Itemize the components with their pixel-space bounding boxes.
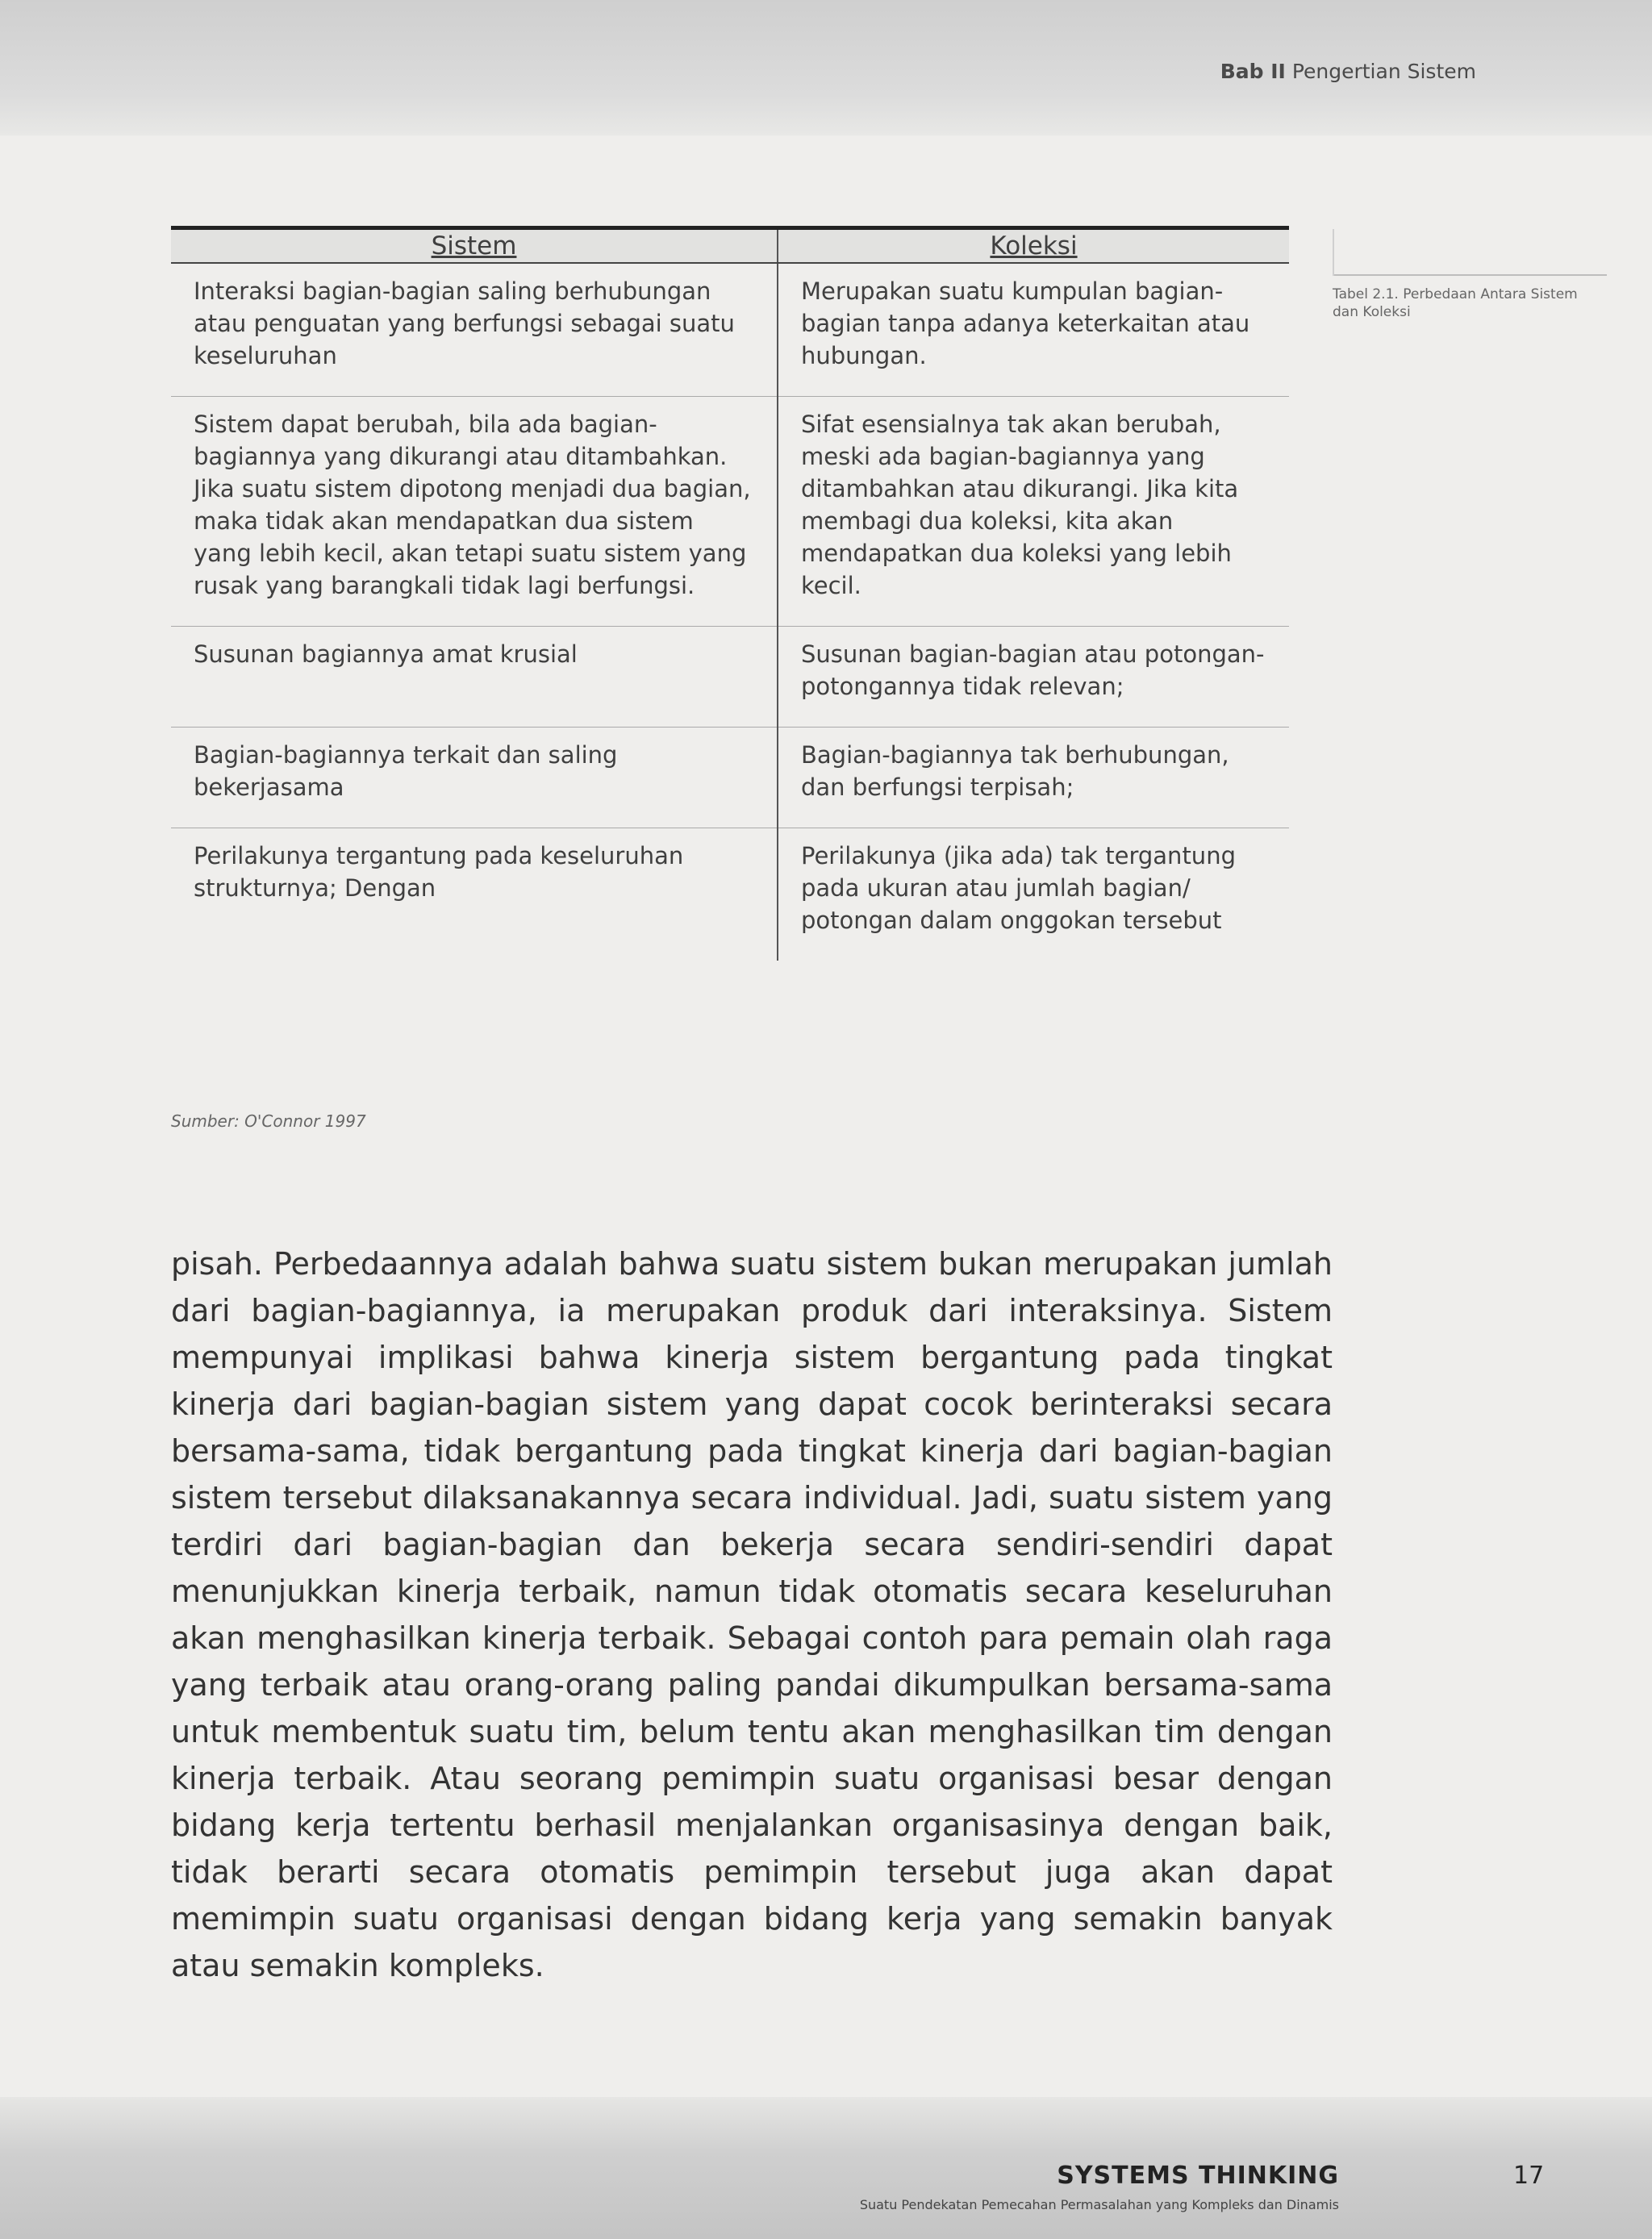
comparison-table	[171, 226, 1289, 961]
cell-sistem: Perilakunya tergantung pada keseluruhan strukturnya; Dengan	[171, 828, 778, 961]
cell-sistem: Interaksi bagian-bagian saling berhubungan atau penguatan yang berfungsi sebagai suatu keseluruhan	[171, 263, 778, 397]
cell-koleksi: Susunan bagian-bagian atau potongan-potongannya tidak relevan;	[778, 627, 1289, 728]
table-row	[171, 728, 1289, 828]
footer-book-subtitle: Suatu Pendekatan Pemecahan Permasalahan yang Kompleks dan Dinamis	[859, 2197, 1339, 2212]
table-caption	[1333, 274, 1607, 321]
cell-sistem: Sistem dapat berubah, bila ada bagian-bagiannya yang dikurangi atau ditambahkan. Jika suatu sistem dipotong menjadi dua bagian, maka tidak akan mendapatkan dua sistem yang lebih kecil, akan tetapi suatu sistem yang rusak yang barangkali tidak lagi berfungsi.	[171, 397, 778, 627]
table-row	[171, 397, 1289, 627]
cell-koleksi: Merupakan suatu kumpulan bagian-bagian tanpa adanya keterkaitan atau hubungan.	[778, 263, 1289, 397]
column-header-koleksi: Koleksi	[778, 228, 1289, 264]
chapter-number: Bab II	[1220, 60, 1286, 83]
table-row	[171, 263, 1289, 397]
table-row	[171, 828, 1289, 961]
footer-book-title: SYSTEMS THINKING	[1057, 2162, 1339, 2190]
cell-koleksi: Perilakunya (jika ada) tak tergantung pada ukuran atau jumlah bagian/ potongan dalam onggokan tersebut	[801, 842, 1236, 934]
page-number: 17	[1513, 2162, 1545, 2190]
body-paragraph: pisah. Perbedaannya adalah bahwa suatu sistem bukan merupakan jumlah dari bagian-bagiannya, ia merupakan produk dari interaksinya. Sistem mempunyai implikasi bahwa kinerja sistem bergantung pada tingkat kinerja dari bagian-bagian sistem yang dapat cocok berinteraksi secara bersama-sama, tidak bergantung pada tingkat kinerja dari bagian-bagian sistem tersebut dilaksanakannya secara individual. Jadi, suatu sistem yang terdiri dari bagian-bagian dan bekerja secara sendiri-sendiri dapat menunjukkan kinerja terbaik, namun tidak otomatis secara keseluruhan akan menghasilkan kinerja terbaik. Sebagai contoh para pemain olah raga yang terbaik atau orang-orang paling pandai dikumpulkan bersama-sama untuk membentuk suatu tim, belum tentu akan menghasilkan tim dengan kinerja terbaik. Atau seorang pemimpin suatu organisasi besar dengan bidang kerja tertentu berhasil menjalankan organisasinya dengan baik, tidak berarti secara otomatis pemimpin tersebut juga akan dapat memimpin suatu organisasi dengan bidang kerja yang semakin banyak atau semakin kompleks.	[171, 1246, 1333, 1983]
table-caption-text: Tabel 2.1. Perbedaan Antara Sistem dan Koleksi	[1333, 286, 1578, 320]
chapter-title: Pengertian Sistem	[1291, 60, 1476, 83]
table-header-row	[171, 228, 1289, 264]
cell-sistem: Susunan bagiannya amat krusial	[171, 627, 778, 728]
table-source: Sumber: O'Connor 1997	[171, 1111, 366, 1131]
caption-rule	[1333, 229, 1334, 276]
running-head	[1220, 60, 1476, 83]
cell-koleksi: Sifat esensialnya tak akan berubah, meski ada bagian-bagiannya yang ditambahkan atau dikurangi. Jika kita membagi dua koleksi, kita akan mendapatkan dua koleksi yang lebih kecil.	[778, 397, 1289, 627]
table-row	[171, 627, 1289, 728]
footer-band	[0, 2097, 1652, 2239]
cell-sistem: Bagian-bagiannya terkait dan saling bekerjasama	[171, 728, 778, 828]
column-header-sistem: Sistem	[171, 228, 778, 264]
cell-koleksi: Bagian-bagiannya tak berhubungan, dan berfungsi terpisah;	[778, 728, 1289, 828]
